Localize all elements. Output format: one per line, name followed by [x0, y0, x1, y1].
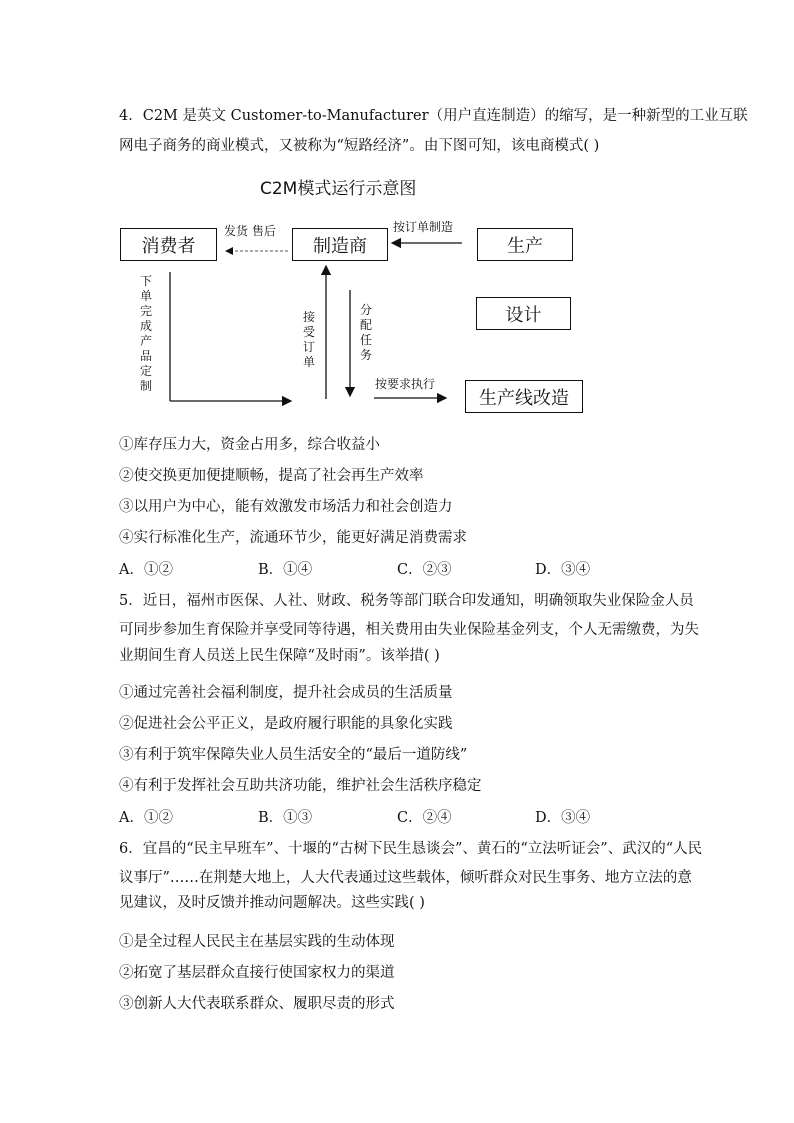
q4-stem-line2: 网电子商务的商业模式，又被称为“短路经济”。由下图可知，该电商模式( ) — [119, 138, 600, 154]
q5-stem-line3: 业期间生育人员送上民生保障“及时雨”。该举措( ) — [119, 648, 440, 664]
q4-item-1: ①库存压力大，资金占用多，综合收益小 — [119, 437, 380, 453]
q6-stem-line1: 6．宜昌的“民主早班车”、十堰的“古树下民生恳谈会”、黄石的“立法听证会”、武汉的“人民 — [119, 841, 703, 857]
consumer-box: 消费者 — [120, 228, 217, 261]
q4-stem-line1: 4．C2M 是英文 Customer-to-Manufacturer（用户直连制造）的缩写，是一种新型的工业互联 — [119, 108, 748, 124]
q4-option-b[interactable]: B．①④ — [258, 562, 313, 578]
q5-option-c[interactable]: C．②④ — [397, 810, 452, 826]
q4-option-c[interactable]: C．②③ — [397, 562, 452, 578]
design-box: 设计 — [476, 297, 571, 330]
line-reform-box: 生产线改造 — [465, 380, 583, 413]
diagram-title: C2M模式运行示意图 — [260, 179, 417, 199]
label-place-order: 下单完成产品定制 — [139, 274, 152, 393]
q5-option-d[interactable]: D．③④ — [535, 810, 591, 826]
label-ship-service: 发货 售后 — [224, 224, 276, 238]
q5-stem-line1: 5．近日，福州市医保、人社、财政、税务等部门联合印发通知，明确领取失业保险金人员 — [119, 593, 694, 609]
q5-stem-line2: 可同步参加生育保险并享受同等待遇，相关费用由失业保险基金列支，个人无需缴费，为失 — [119, 622, 699, 638]
q5-item-2: ②促进社会公平正义，是政府履行职能的具象化实践 — [119, 716, 453, 732]
production-box: 生产 — [477, 228, 573, 261]
label-accept-order: 接受订单 — [302, 310, 315, 369]
label-assign-task: 分配任务 — [359, 303, 372, 362]
q5-item-3: ③有利于筑牢保障失业人员生活安全的“最后一道防线” — [119, 747, 468, 763]
manufacturer-box: 制造商 — [292, 228, 388, 261]
q5-item-4: ④有利于发挥社会互助共济功能，维护社会生活秩序稳定 — [119, 778, 482, 794]
q4-option-a[interactable]: A．①② — [119, 562, 173, 578]
q6-item-2: ②拓宽了基层群众直接行使国家权力的渠道 — [119, 965, 395, 981]
q4-item-3: ③以用户为中心，能有效激发市场活力和社会创造力 — [119, 499, 453, 515]
label-order-make: 按订单制造 — [393, 220, 454, 234]
q4-option-d[interactable]: D．③④ — [535, 562, 591, 578]
q4-item-4: ④实行标准化生产，流通环节少，能更好满足消费需求 — [119, 530, 467, 546]
q5-item-1: ①通过完善社会福利制度，提升社会成员的生活质量 — [119, 685, 453, 701]
q5-option-a[interactable]: A．①② — [119, 810, 173, 826]
q6-item-1: ①是全过程人民民主在基层实践的生动体现 — [119, 934, 395, 950]
q5-option-b[interactable]: B．①③ — [258, 810, 313, 826]
label-execute: 按要求执行 — [375, 377, 436, 391]
q6-stem-line3: 见建议，及时反馈并推动问题解决。这些实践( ) — [119, 895, 425, 911]
q6-item-3: ③创新人大代表联系群众、履职尽责的形式 — [119, 996, 395, 1012]
q4-item-2: ②使交换更加便捷顺畅，提高了社会再生产效率 — [119, 468, 424, 484]
q6-stem-line2: 议事厅”……在荆楚大地上，人大代表通过这些载体，倾听群众对民生事务、地方立法的意 — [119, 870, 692, 886]
